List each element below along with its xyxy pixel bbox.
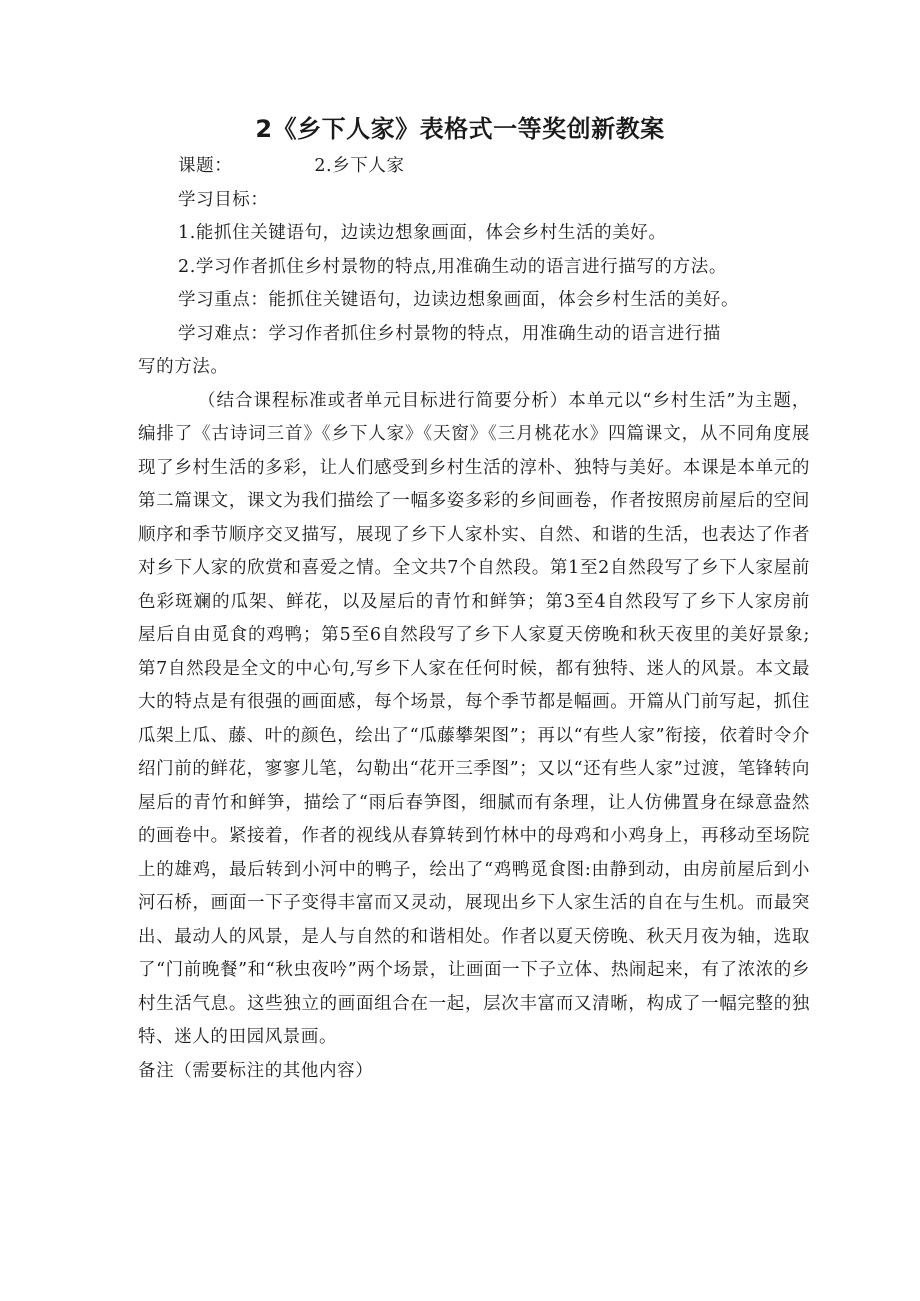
topic-value: 2.乡下人家 bbox=[314, 156, 405, 176]
document-body bbox=[138, 150, 810, 1088]
objective-2: 2.学习作者抓住乡村景物的特点,用准确生动的语言进行描写的方法。 bbox=[178, 256, 727, 277]
analysis-paragraph: （结合课程标准或者单元目标进行简要分析）本单元以“乡村生活”为主题，编排了《古诗词三首》《乡下人家》《天窗》《三月桃花水》四篇课文，从不同角度展现了乡村生活的多彩，让人们感受到乡村生活的淳朴、独特与美好。本课是本单元的第二篇课文，课文为我们描绘了一幅多姿多彩的乡间画卷，作者按照房前屋后的空间顺序和季节顺序交叉描写，展现了乡下人家朴实、自然、和谐的生活，也表达了作者对乡下人家的欣赏和喜爱之情。全文共7个自然段。第1至2自然段写了乡下人家屋前色彩斑斓的瓜架、鲜花，以及屋后的青竹和鲜笋；第3至4自然段写了乡下人家房前屋后自由觅食的鸡鸭；第5至6自然段写了乡下人家夏天傍晚和秋天夜里的美好景象;第7自然段是全文的中心句,写乡下人家在任何时候，都有独特、迷人的风景。本文最大的特点是有很强的画面感，每个场景，每个季节都是幅画。开篇从门前写起，抓住瓜架上瓜、藤、叶的颜色，绘出了“瓜藤攀架图”；再以“有些人家”衔接，依着时令介绍门前的鲜花，寥寥儿笔，勾勒出“花开三季图”；又以“还有些人家”过渡，笔锋转向屋后的青竹和鲜笋，描绘了“雨后春笋图，细腻而有条理，让人仿佛置身在绿意盎然的画卷中。紧接着，作者的视线从春算转到竹林中的母鸡和小鸡身上，再移动至场院上的雄鸡，最后转到小河中的鸭子，绘出了“鸡鸭觅食图:由静到动，由房前屋后到小河石桥，画面一下子变得丰富而又灵动，展现出乡下人家生活的自在与生机。而最突出、最动人的风景，是人与自然的和谐相处。作者以夏天傍晚、秋天月夜为轴，选取了“门前晚餐”和“秋虫夜吟”两个场景，让画面一下子立体、热闹起来，有了浓浓的乡村生活气息。这些独立的画面组合在一起，层次丰富而又清晰，构成了一幅完整的独特、迷人的田园风景画。 bbox=[138, 390, 810, 1047]
document-title: 2《乡下人家》表格式一等奖创新教案 bbox=[255, 115, 665, 143]
objective-1: 1.能抓住关键语句，边读边想象画面，体会乡村生活的美好。 bbox=[178, 223, 667, 243]
key-point: 学习重点：能抓住关键语句，边读边想象画面，体会乡村生活的美好。 bbox=[178, 290, 740, 310]
note-line: 备注（需要标注的其他内容） bbox=[138, 1060, 374, 1081]
objectives-label: 学习目标： bbox=[178, 189, 269, 210]
difficulty-line-1: 学习难点：学习作者抓住乡村景物的特点，用准确生动的语言进行描 bbox=[178, 323, 721, 344]
topic-label: 课题： bbox=[178, 156, 233, 176]
topic-line bbox=[138, 150, 810, 184]
difficulty-line-2: 写的方法。 bbox=[138, 357, 229, 377]
